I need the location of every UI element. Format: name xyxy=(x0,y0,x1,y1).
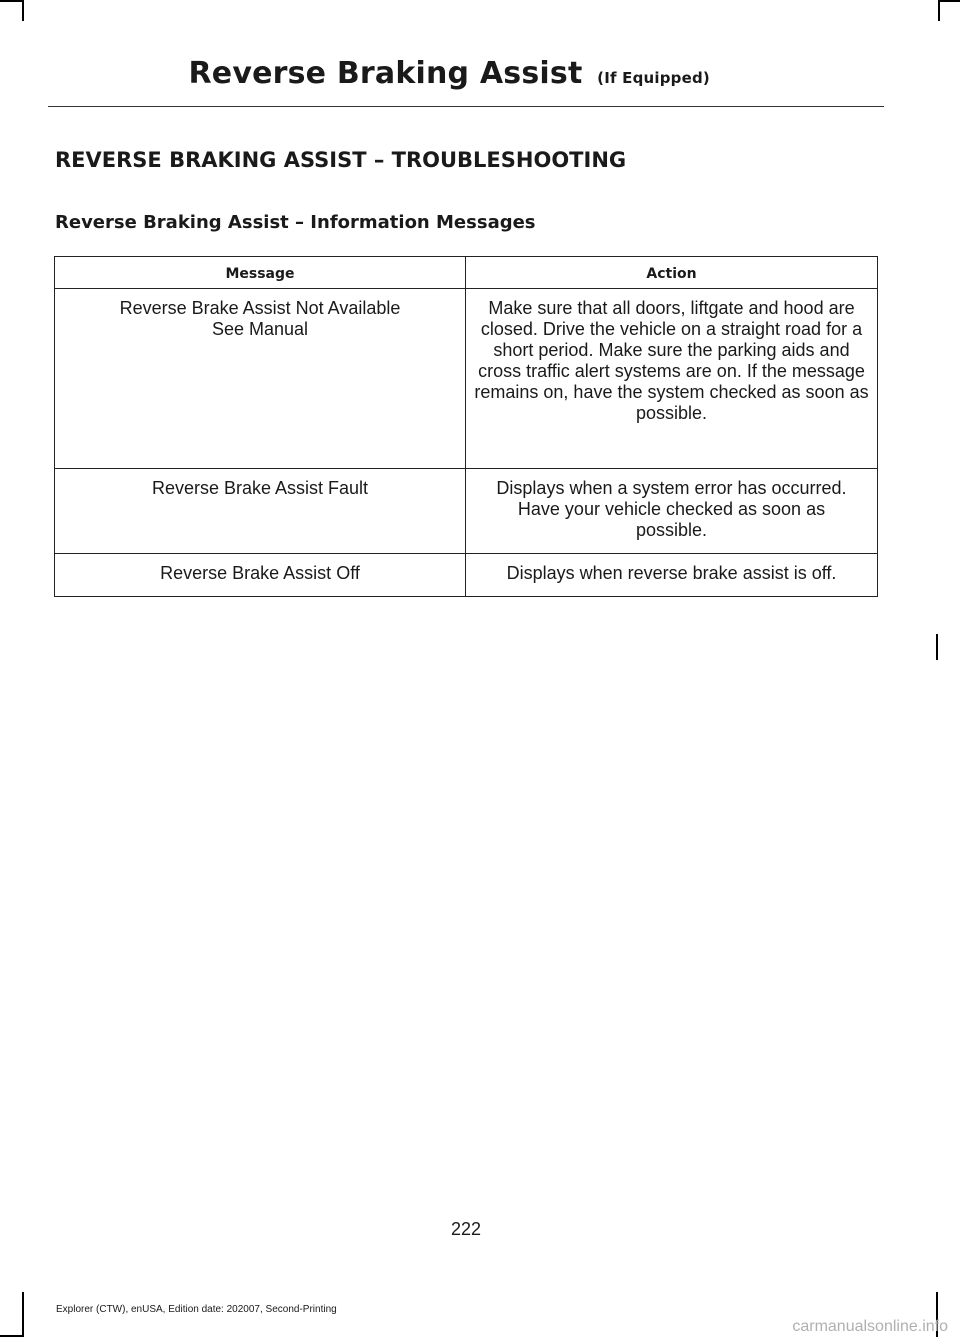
section-title: REVERSE BRAKING ASSIST – TROUBLESHOOTING xyxy=(55,148,627,172)
crop-mark xyxy=(938,0,960,2)
column-header-action: Action xyxy=(466,257,878,289)
header-divider xyxy=(48,106,884,107)
table-row xyxy=(55,289,878,469)
crop-mark xyxy=(938,0,940,21)
information-messages-table xyxy=(54,256,878,597)
header-subtitle: (If Equipped) xyxy=(597,69,710,87)
table-row xyxy=(55,554,878,597)
running-header xyxy=(188,56,710,91)
column-header-message: Message xyxy=(55,257,466,289)
table-title: Reverse Braking Assist – Information Messages xyxy=(55,212,536,233)
crop-mark xyxy=(0,1335,22,1337)
crop-mark xyxy=(22,1292,24,1337)
table-header-row xyxy=(55,257,878,289)
action-cell: Displays when reverse brake assist is off. xyxy=(466,554,878,597)
page-number: 222 xyxy=(450,1219,482,1239)
watermark: carmanualsonline.info xyxy=(792,1318,948,1335)
message-cell: Reverse Brake Assist Fault xyxy=(55,469,466,554)
action-cell: Displays when a system error has occurred. Have your vehicle checked as soon as possible. xyxy=(466,469,878,554)
crop-mark xyxy=(0,0,22,2)
message-cell: Reverse Brake Assist Off xyxy=(55,554,466,597)
footer-edition-info: Explorer (CTW), enUSA, Edition date: 202007, Second-Printing xyxy=(56,1304,337,1315)
table-row xyxy=(55,469,878,554)
crop-mark xyxy=(22,0,24,21)
crop-mark xyxy=(936,634,938,660)
message-cell: Reverse Brake Assist Not Available See Manual xyxy=(55,289,466,469)
header-title: Reverse Braking Assist xyxy=(188,56,583,91)
action-cell: Make sure that all doors, liftgate and hood are closed. Drive the vehicle on a straight road for a short period. Make sure the parking aids and cross traffic alert systems are on. If the message remains on, have the system checked as soon as possible. xyxy=(466,289,878,469)
